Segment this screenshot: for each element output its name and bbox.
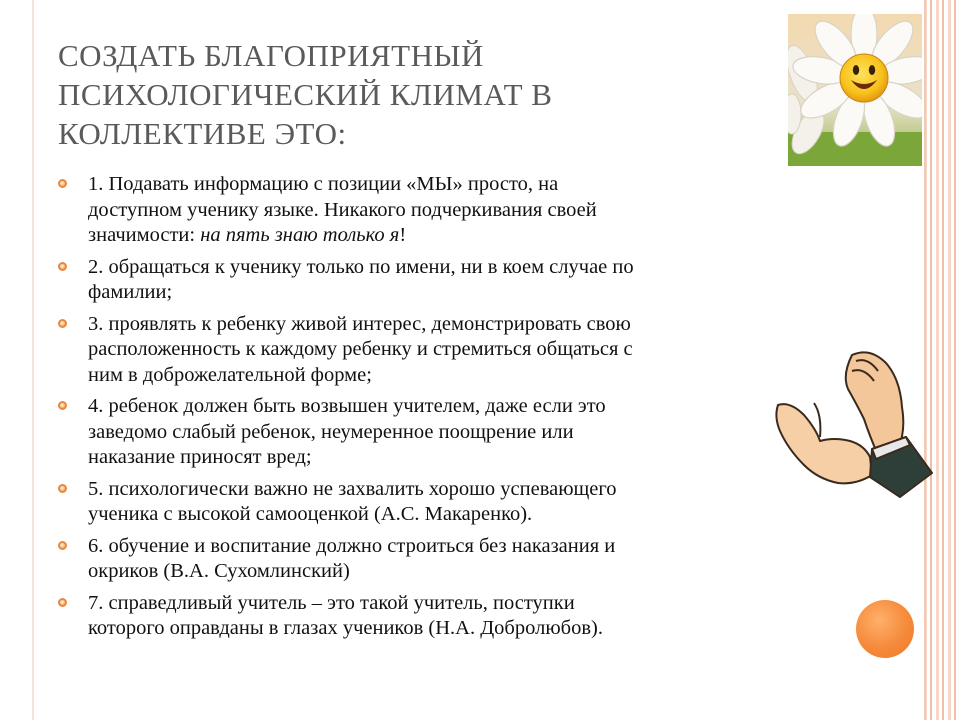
bullet-icon [58,401,67,410]
bullet-icon [58,179,67,188]
item-line: заведомо слабый ребенок, неумеренное поощрение или [88,420,574,443]
item-line: 6. обучение и воспитание должно строиться без наказания и [88,534,616,557]
item-line: 5. психологически важно не захвалить хорошо успевающего [88,477,617,500]
item-line: доступном ученику языке. Никакого подчеркивания своей [88,198,597,221]
title-line: КОЛЛЕКТИВЕ ЭТО: [58,116,347,151]
item-line: ученика с высокой самооценкой (А.С. Макаренко). [88,503,533,525]
list-item [58,477,828,528]
item-text: ! [399,224,407,246]
item-line: 7. справедливый учитель – это такой учитель, поступки [88,591,575,614]
orange-circle-decoration [856,600,914,658]
title-line: СОЗДАТЬ БЛАГОПРИЯТНЫЙ [58,38,484,73]
item-line: расположенность к каждому ребенку и стремиться общаться с [88,338,633,360]
item-line [88,223,828,249]
italic-quote: на пять знаю только я [200,224,400,246]
list-item [58,172,828,249]
bullet-icon [58,541,67,550]
item-line: наказание приносят вред; [88,446,312,468]
bullet-icon [58,319,67,328]
list-item [58,591,828,642]
item-line: ним в доброжелательной форме; [88,363,372,386]
item-line: 4. ребенок должен быть возвышен учителем, даже если это [88,395,606,417]
list-item [58,534,828,585]
item-line: 1. Подавать информацию с позиции «МЫ» просто, на [88,173,559,195]
item-line: фамилии; [88,281,173,303]
item-line: окриков (В.А. Сухомлинский) [88,560,350,582]
title-line: ПСИХОЛОГИЧЕСКИЙ КЛИМАТ В [58,77,553,112]
item-text: значимости: [88,224,201,246]
list-item [58,394,828,471]
bullet-list [58,172,828,648]
item-line: 3. проявлять к ребенку живой интерес, демонстрировать свою [88,312,631,335]
item-line: 2. обращаться к ученику только по имени, ни в коем случае по [88,255,634,278]
left-border-line [32,0,34,720]
bullet-icon [58,598,67,607]
clapping-hands-image [760,345,940,520]
slide-title [58,36,778,153]
smiling-daisy-image [788,14,922,166]
bullet-icon [58,262,67,271]
list-item [58,312,828,389]
item-line: которого оправданы в глазах учеников (Н.А. Добролюбов). [88,617,603,639]
list-item [58,255,828,306]
bullet-icon [58,484,67,493]
